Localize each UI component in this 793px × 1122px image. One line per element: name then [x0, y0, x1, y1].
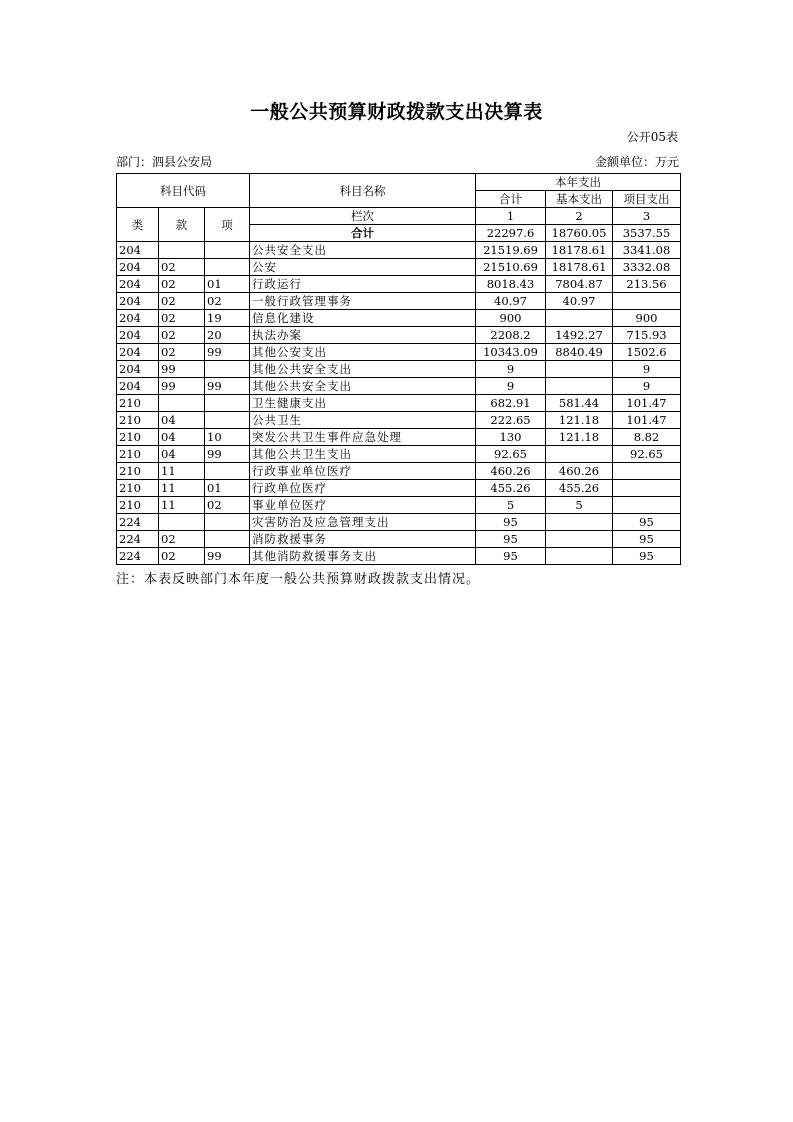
class-code-cell: 224 — [117, 514, 159, 531]
project-cell: 95 — [613, 548, 681, 565]
section-code-cell: 11 — [159, 480, 205, 497]
project-cell: 900 — [613, 310, 681, 327]
item-code-cell — [205, 242, 250, 259]
class-code-cell: 204 — [117, 276, 159, 293]
class-code-cell: 224 — [117, 548, 159, 565]
table-row — [117, 310, 681, 327]
subject-name-cell: 其他公安支出 — [250, 344, 476, 361]
header-section: 款 — [159, 208, 205, 242]
total-cell: 9 — [476, 361, 546, 378]
section-code-cell: 02 — [159, 310, 205, 327]
section-code-cell — [159, 242, 205, 259]
section-code-cell: 04 — [159, 429, 205, 446]
amount-unit-label: 金额单位：万元 — [594, 155, 679, 169]
header-total: 合计 — [476, 191, 546, 208]
table-row — [117, 327, 681, 344]
subject-name-cell: 执法办案 — [250, 327, 476, 344]
table-row — [117, 531, 681, 548]
grand-total-basic: 18760.05 — [546, 225, 613, 242]
form-number: 公开05表 — [626, 130, 678, 144]
basic-cell — [546, 361, 613, 378]
basic-cell: 121.18 — [546, 412, 613, 429]
subject-name-cell: 行政运行 — [250, 276, 476, 293]
item-code-cell — [205, 395, 250, 412]
header-current-year: 本年支出 — [476, 174, 681, 191]
subject-name-cell: 行政单位医疗 — [250, 480, 476, 497]
item-code-cell: 01 — [205, 276, 250, 293]
class-code-cell: 210 — [117, 497, 159, 514]
basic-cell: 5 — [546, 497, 613, 514]
item-code-cell — [205, 531, 250, 548]
class-code-cell: 204 — [117, 327, 159, 344]
basic-cell — [546, 310, 613, 327]
total-cell: 10343.09 — [476, 344, 546, 361]
total-cell: 9 — [476, 378, 546, 395]
project-cell: 9 — [613, 378, 681, 395]
grand-total-total: 22297.6 — [476, 225, 546, 242]
header-item: 项 — [205, 208, 250, 242]
total-cell: 8018.43 — [476, 276, 546, 293]
project-cell — [613, 463, 681, 480]
basic-cell — [546, 531, 613, 548]
project-cell: 101.47 — [613, 412, 681, 429]
class-code-cell: 204 — [117, 293, 159, 310]
footnote: 注：本表反映部门本年度一般公共预算财政拨款支出情况。 — [116, 572, 481, 587]
basic-cell: 40.97 — [546, 293, 613, 310]
item-code-cell: 10 — [205, 429, 250, 446]
item-code-cell — [205, 514, 250, 531]
class-code-cell: 210 — [117, 395, 159, 412]
total-cell: 40.97 — [476, 293, 546, 310]
item-code-cell: 02 — [205, 497, 250, 514]
total-cell: 2208.2 — [476, 327, 546, 344]
item-code-cell: 19 — [205, 310, 250, 327]
subject-name-cell: 一般行政管理事务 — [250, 293, 476, 310]
section-code-cell — [159, 395, 205, 412]
total-cell: 92.65 — [476, 446, 546, 463]
total-cell: 5 — [476, 497, 546, 514]
total-cell: 682.91 — [476, 395, 546, 412]
item-code-cell: 99 — [205, 446, 250, 463]
basic-cell: 8840.49 — [546, 344, 613, 361]
subject-name-cell: 公共卫生 — [250, 412, 476, 429]
basic-cell: 455.26 — [546, 480, 613, 497]
basic-cell — [546, 514, 613, 531]
table-row — [117, 242, 681, 259]
table-row — [117, 497, 681, 514]
section-code-cell: 02 — [159, 344, 205, 361]
basic-cell — [546, 446, 613, 463]
section-code-cell: 02 — [159, 276, 205, 293]
grand-total-project: 3537.55 — [613, 225, 681, 242]
header-basic: 基本支出 — [546, 191, 613, 208]
class-code-cell: 204 — [117, 259, 159, 276]
header-col3: 3 — [613, 208, 681, 225]
project-cell — [613, 293, 681, 310]
header-subject-name: 科目名称 — [250, 174, 476, 208]
subject-name-cell: 行政事业单位医疗 — [250, 463, 476, 480]
subject-name-cell: 其他公共安全支出 — [250, 378, 476, 395]
project-cell: 3341.08 — [613, 242, 681, 259]
total-cell: 900 — [476, 310, 546, 327]
header-col1: 1 — [476, 208, 546, 225]
subject-name-cell: 其他公共安全支出 — [250, 361, 476, 378]
department-label: 部门：泗县公安局 — [116, 155, 213, 169]
table-row — [117, 259, 681, 276]
header-column-label: 栏次 — [250, 208, 476, 225]
project-cell: 1502.6 — [613, 344, 681, 361]
subject-name-cell: 公共安全支出 — [250, 242, 476, 259]
total-cell: 21519.69 — [476, 242, 546, 259]
section-code-cell: 99 — [159, 378, 205, 395]
table-row — [117, 548, 681, 565]
section-code-cell: 99 — [159, 361, 205, 378]
project-cell: 3332.08 — [613, 259, 681, 276]
subject-name-cell: 事业单位医疗 — [250, 497, 476, 514]
project-cell — [613, 480, 681, 497]
class-code-cell: 204 — [117, 242, 159, 259]
section-code-cell: 02 — [159, 531, 205, 548]
project-cell: 8.82 — [613, 429, 681, 446]
header-class: 类 — [117, 208, 159, 242]
class-code-cell: 210 — [117, 412, 159, 429]
class-code-cell: 224 — [117, 531, 159, 548]
total-cell: 95 — [476, 548, 546, 565]
subject-name-cell: 公安 — [250, 259, 476, 276]
section-code-cell: 02 — [159, 548, 205, 565]
section-code-cell: 04 — [159, 446, 205, 463]
total-cell: 130 — [476, 429, 546, 446]
item-code-cell: 02 — [205, 293, 250, 310]
project-cell: 101.47 — [613, 395, 681, 412]
total-cell: 95 — [476, 514, 546, 531]
project-cell — [613, 497, 681, 514]
table-row — [117, 276, 681, 293]
subject-name-cell: 灾害防治及应急管理支出 — [250, 514, 476, 531]
class-code-cell: 210 — [117, 446, 159, 463]
item-code-cell — [205, 361, 250, 378]
project-cell: 213.56 — [613, 276, 681, 293]
subject-name-cell: 消防救援事务 — [250, 531, 476, 548]
total-cell: 95 — [476, 531, 546, 548]
expenditure-table — [116, 173, 681, 565]
subject-name-cell: 卫生健康支出 — [250, 395, 476, 412]
section-code-cell: 02 — [159, 327, 205, 344]
basic-cell — [546, 548, 613, 565]
basic-cell: 460.26 — [546, 463, 613, 480]
item-code-cell: 20 — [205, 327, 250, 344]
item-code-cell: 01 — [205, 480, 250, 497]
table-row — [117, 463, 681, 480]
header-row-1 — [117, 174, 681, 191]
table-row — [117, 412, 681, 429]
table-row — [117, 361, 681, 378]
basic-cell: 581.44 — [546, 395, 613, 412]
table-row — [117, 429, 681, 446]
class-code-cell: 204 — [117, 378, 159, 395]
class-code-cell: 204 — [117, 344, 159, 361]
header-project: 项目支出 — [613, 191, 681, 208]
project-cell: 95 — [613, 531, 681, 548]
total-cell: 455.26 — [476, 480, 546, 497]
subject-name-cell: 突发公共卫生事件应急处理 — [250, 429, 476, 446]
header-row-3 — [117, 208, 681, 225]
section-code-cell: 11 — [159, 497, 205, 514]
page-title: 一般公共预算财政拨款支出决算表 — [250, 101, 543, 123]
class-code-cell: 210 — [117, 480, 159, 497]
basic-cell: 7804.87 — [546, 276, 613, 293]
table-row — [117, 293, 681, 310]
table-row — [117, 446, 681, 463]
basic-cell: 1492.27 — [546, 327, 613, 344]
class-code-cell: 210 — [117, 429, 159, 446]
header-subject-code: 科目代码 — [117, 174, 250, 208]
project-cell: 95 — [613, 514, 681, 531]
class-code-cell: 204 — [117, 310, 159, 327]
section-code-cell: 02 — [159, 259, 205, 276]
section-code-cell: 02 — [159, 293, 205, 310]
subject-name-cell: 信息化建设 — [250, 310, 476, 327]
total-cell: 222.65 — [476, 412, 546, 429]
total-cell: 21510.69 — [476, 259, 546, 276]
item-code-cell — [205, 259, 250, 276]
grand-total-label: 合计 — [250, 225, 476, 242]
table-row — [117, 395, 681, 412]
item-code-cell — [205, 412, 250, 429]
total-cell: 460.26 — [476, 463, 546, 480]
section-code-cell: 04 — [159, 412, 205, 429]
class-code-cell: 210 — [117, 463, 159, 480]
table-row — [117, 378, 681, 395]
class-code-cell: 204 — [117, 361, 159, 378]
basic-cell: 18178.61 — [546, 242, 613, 259]
subject-name-cell: 其他消防救援事务支出 — [250, 548, 476, 565]
item-code-cell: 99 — [205, 378, 250, 395]
section-code-cell — [159, 514, 205, 531]
item-code-cell: 99 — [205, 344, 250, 361]
basic-cell: 18178.61 — [546, 259, 613, 276]
project-cell: 92.65 — [613, 446, 681, 463]
section-code-cell: 11 — [159, 463, 205, 480]
project-cell: 715.93 — [613, 327, 681, 344]
basic-cell: 121.18 — [546, 429, 613, 446]
header-col2: 2 — [546, 208, 613, 225]
table-row — [117, 344, 681, 361]
subject-name-cell: 其他公共卫生支出 — [250, 446, 476, 463]
item-code-cell: 99 — [205, 548, 250, 565]
table-row — [117, 480, 681, 497]
item-code-cell — [205, 463, 250, 480]
basic-cell — [546, 378, 613, 395]
table-row — [117, 514, 681, 531]
project-cell: 9 — [613, 361, 681, 378]
